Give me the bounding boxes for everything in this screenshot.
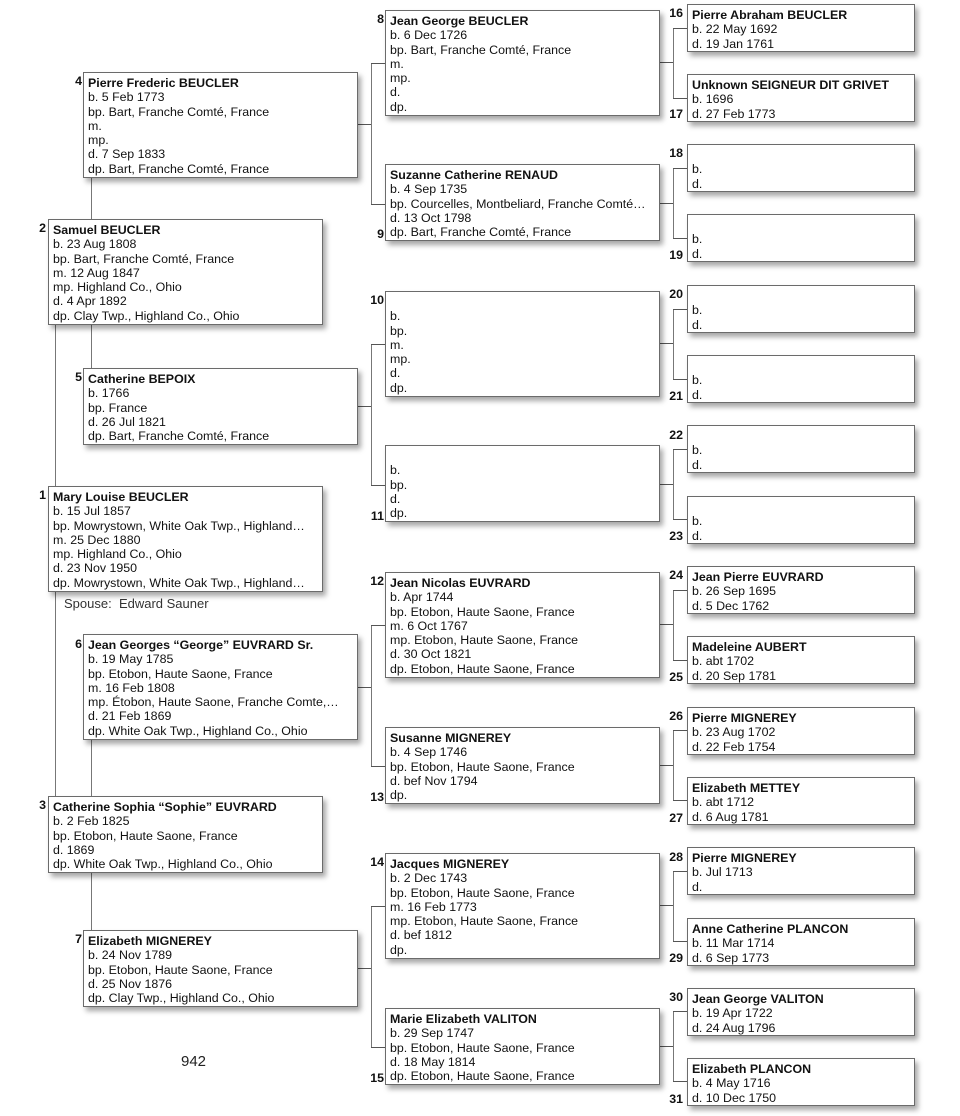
- person-fact: d.: [692, 457, 703, 472]
- person-fact: b.: [692, 303, 703, 318]
- person-fact: dp. Etobon, Haute Saone, France: [390, 1069, 575, 1084]
- person-box-15[interactable]: [385, 1008, 660, 1085]
- person-fact: bp. Etobon, Haute Saone, France: [390, 759, 575, 774]
- person-fact: dp.: [390, 942, 408, 957]
- person-fact: dp. Clay Twp., Highland Co., Ohio: [88, 991, 275, 1006]
- person-name: Madeleine AUBERT: [692, 640, 807, 654]
- person-name: Samuel BEUCLER: [53, 223, 161, 237]
- person-fact: d. 18 May 1814: [390, 1054, 476, 1069]
- person-fact: m. 16 Feb 1808: [88, 680, 175, 695]
- person-fact: dp. White Oak Twp., Highland Co., Ohio: [88, 723, 308, 738]
- person-fact: d.: [390, 491, 401, 506]
- person-box-5[interactable]: [83, 368, 358, 445]
- ahnentafel-number: 26: [669, 709, 683, 723]
- person-fact: d.: [692, 246, 703, 261]
- ahnentafel-number: 1: [39, 488, 46, 502]
- person-box-11[interactable]: [385, 445, 660, 522]
- person-name: Pierre MIGNEREY: [692, 851, 797, 865]
- person-fact: d. 1869: [53, 842, 95, 857]
- person-fact: m. 6 Oct 1767: [390, 618, 468, 633]
- person-fact: m. 16 Feb 1773: [390, 899, 477, 914]
- person-box-6[interactable]: [83, 634, 358, 740]
- person-fact: bp. Bart, Franche Comté, France: [390, 42, 572, 57]
- person-box-4[interactable]: [83, 72, 358, 178]
- person-name: [692, 500, 910, 514]
- person-fact: b. 4 May 1716: [692, 1076, 771, 1091]
- person-fact: b. 1696: [692, 92, 734, 107]
- person-fact: d. 5 Dec 1762: [692, 598, 770, 613]
- person-fact: bp. Courcelles, Montbeliard, Franche Comté…: [390, 196, 646, 211]
- connector: [55, 325, 56, 487]
- person-fact: b. 22 May 1692: [692, 22, 778, 37]
- ahnentafel-number: 12: [370, 574, 384, 588]
- person-fact: bp.: [390, 323, 408, 338]
- person-fact: b. 24 Nov 1789: [88, 948, 173, 963]
- ahnentafel-number: 22: [669, 428, 683, 442]
- page-number: 942: [181, 1053, 207, 1070]
- connector: [371, 344, 372, 485]
- ahnentafel-number: 3: [39, 798, 46, 812]
- connector: [371, 625, 385, 626]
- person-box-2[interactable]: [48, 219, 323, 325]
- person-fact: dp. Clay Twp., Highland Co., Ohio: [53, 308, 240, 323]
- person-name: Jacques MIGNEREY: [390, 857, 510, 871]
- person-box-17[interactable]: [687, 74, 915, 122]
- person-fact: bp. Etobon, Haute Saone, France: [88, 666, 273, 681]
- person-box-26[interactable]: [687, 707, 915, 755]
- person-fact: b. 29 Sep 1747: [390, 1026, 475, 1041]
- ahnentafel-number: 2: [39, 221, 46, 235]
- person-name: Jean Georges “George” EUVRARD Sr.: [88, 638, 314, 652]
- connector: [673, 590, 687, 591]
- connector: [673, 1011, 674, 1081]
- ahnentafel-number: 21: [669, 389, 683, 403]
- ahnentafel-number: 14: [370, 855, 384, 869]
- person-fact: m.: [390, 337, 404, 352]
- connector: [660, 203, 673, 204]
- person-box-12[interactable]: [385, 572, 660, 678]
- person-fact: b.: [692, 443, 703, 458]
- person-fact: b. abt 1702: [692, 654, 755, 669]
- person-box-24[interactable]: [687, 566, 915, 614]
- person-name: Jean George VALITON: [692, 992, 824, 1006]
- person-fact: bp. Etobon, Haute Saone, France: [53, 828, 238, 843]
- spouse-label: Spouse:: [64, 596, 112, 611]
- person-fact: dp.: [390, 788, 408, 803]
- connector: [673, 238, 687, 239]
- connector: [673, 1011, 687, 1012]
- person-fact: d. bef Nov 1794: [390, 773, 478, 788]
- person-fact: bp. Mowrystown, White Oak Twp., Highland…: [53, 518, 305, 533]
- person-name: [692, 218, 910, 232]
- person-fact: b.: [390, 463, 401, 478]
- person-fact: d. 7 Sep 1833: [88, 147, 166, 162]
- connector: [673, 98, 687, 99]
- person-fact: bp. Etobon, Haute Saone, France: [390, 885, 575, 900]
- person-name: Pierre MIGNEREY: [692, 711, 797, 725]
- person-name: Catherine Sophia “Sophie” EUVRARD: [53, 800, 277, 814]
- person-fact: dp.: [390, 380, 408, 395]
- person-fact: b.: [390, 309, 401, 324]
- connector: [371, 204, 385, 205]
- ahnentafel-number: 16: [669, 6, 683, 20]
- person-box-10[interactable]: [385, 291, 660, 397]
- ahnentafel-number: 27: [669, 811, 683, 825]
- ahnentafel-number: 7: [75, 932, 82, 946]
- person-name: Elizabeth MIGNEREY: [88, 934, 212, 948]
- person-fact: d. bef 1812: [390, 928, 453, 943]
- connector: [358, 406, 371, 407]
- person-fact: d. 13 Oct 1798: [390, 210, 472, 225]
- person-fact: b. Jul 1713: [692, 865, 753, 880]
- person-fact: dp. Bart, Franche Comté, France: [88, 161, 270, 176]
- person-fact: b. 1766: [88, 386, 130, 401]
- connector: [55, 592, 56, 797]
- person-box-14[interactable]: [385, 853, 660, 959]
- person-box-30[interactable]: [687, 988, 915, 1036]
- person-fact: d. 6 Aug 1781: [692, 809, 769, 824]
- connector: [371, 906, 372, 1047]
- connector: [371, 625, 372, 766]
- person-fact: mp.: [390, 352, 411, 367]
- person-fact: d. 6 Sep 1773: [692, 950, 770, 965]
- person-fact: m. 25 Dec 1880: [53, 532, 141, 547]
- person-fact: d.: [692, 176, 703, 191]
- person-fact: b.: [692, 514, 703, 529]
- person-name: [390, 449, 655, 463]
- person-fact: d. 4 Apr 1892: [53, 294, 127, 309]
- person-fact: mp. Etobon, Haute Saone, France: [390, 633, 579, 648]
- person-box-27[interactable]: [687, 777, 915, 825]
- person-fact: b. 4 Sep 1735: [390, 182, 468, 197]
- person-name: [390, 295, 655, 309]
- spouse-name: Edward Sauner: [118, 596, 209, 611]
- person-box-1[interactable]: [48, 486, 323, 592]
- person-fact: d. 23 Nov 1950: [53, 561, 138, 576]
- person-fact: m.: [390, 56, 404, 71]
- person-fact: dp. Mowrystown, White Oak Twp., Highland…: [53, 575, 305, 590]
- person-name: [692, 359, 910, 373]
- connector: [371, 344, 385, 345]
- connector: [673, 730, 687, 731]
- connector: [673, 871, 687, 872]
- ahnentafel-number: 4: [75, 74, 82, 88]
- connector: [371, 63, 385, 64]
- connector: [673, 449, 687, 450]
- person-fact: d. 30 Oct 1821: [390, 647, 472, 662]
- person-name: Catherine BEPOIX: [88, 372, 196, 386]
- person-fact: d. 19 Jan 1761: [692, 36, 774, 51]
- connector: [371, 906, 385, 907]
- person-fact: d. 20 Sep 1781: [692, 668, 777, 683]
- connector: [371, 766, 385, 767]
- person-name: Anne Catherine PLANCON: [692, 922, 849, 936]
- person-fact: dp. Bart, Franche Comté, France: [390, 225, 572, 240]
- person-fact: b. 4 Sep 1746: [390, 745, 468, 760]
- person-fact: d. 10 Dec 1750: [692, 1090, 777, 1105]
- person-fact: b.: [692, 373, 703, 388]
- connector: [660, 1046, 673, 1047]
- person-box-25[interactable]: [687, 636, 915, 684]
- connector: [673, 168, 687, 169]
- connector: [673, 309, 674, 379]
- ahnentafel-number: 23: [669, 529, 683, 543]
- person-name: Elizabeth METTEY: [692, 781, 801, 795]
- person-name: Suzanne Catherine RENAUD: [390, 168, 558, 182]
- ahnentafel-number: 13: [370, 790, 384, 804]
- connector: [673, 449, 674, 519]
- person-fact: bp. France: [88, 400, 148, 415]
- person-fact: mp. Etobon, Haute Saone, France: [390, 914, 579, 929]
- connector: [673, 660, 687, 661]
- person-name: Susanne MIGNEREY: [390, 731, 512, 745]
- ahnentafel-number: 25: [669, 670, 683, 684]
- person-name: Elizabeth PLANCON: [692, 1062, 812, 1076]
- connector: [673, 309, 687, 310]
- person-name: Pierre Frederic BEUCLER: [88, 76, 239, 90]
- person-fact: b.: [692, 232, 703, 247]
- connector: [673, 1081, 687, 1082]
- ahnentafel-number: 9: [377, 227, 384, 241]
- connector: [673, 519, 687, 520]
- person-fact: d. 25 Nov 1876: [88, 976, 173, 991]
- ahnentafel-number: 24: [669, 568, 683, 582]
- ahnentafel-number: 5: [75, 370, 82, 384]
- person-fact: d.: [390, 366, 401, 381]
- person-name: Jean Nicolas EUVRARD: [390, 576, 531, 590]
- person-fact: b. 26 Sep 1695: [692, 584, 777, 599]
- person-fact: dp.: [390, 99, 408, 114]
- ahnentafel-number: 28: [669, 850, 683, 864]
- person-fact: d. 22 Feb 1754: [692, 739, 776, 754]
- ahnentafel-number: 31: [669, 1092, 683, 1106]
- person-fact: b. 23 Aug 1808: [53, 237, 137, 252]
- person-box-23[interactable]: [687, 496, 915, 544]
- person-fact: bp. Etobon, Haute Saone, France: [390, 604, 575, 619]
- person-name: [692, 148, 910, 162]
- connector: [673, 800, 687, 801]
- person-fact: dp. White Oak Twp., Highland Co., Ohio: [53, 857, 273, 872]
- connector: [660, 905, 673, 906]
- person-box-22[interactable]: [687, 425, 915, 473]
- connector: [673, 941, 687, 942]
- person-fact: bp. Bart, Franche Comté, France: [88, 104, 270, 119]
- person-fact: d.: [692, 528, 703, 543]
- person-fact: d.: [692, 317, 703, 332]
- person-box-21[interactable]: [687, 355, 915, 403]
- connector: [660, 484, 673, 485]
- person-fact: b. 19 Apr 1722: [692, 1006, 773, 1021]
- person-box-31[interactable]: [687, 1058, 915, 1106]
- person-box-8[interactable]: [385, 10, 660, 116]
- person-box-13[interactable]: [385, 727, 660, 804]
- ahnentafel-number: 20: [669, 287, 683, 301]
- connector: [660, 765, 673, 766]
- person-name: Mary Louise BEUCLER: [53, 490, 189, 504]
- person-fact: d. 26 Jul 1821: [88, 414, 166, 429]
- connector: [673, 871, 674, 941]
- person-fact: b. 2 Feb 1825: [53, 814, 130, 829]
- person-fact: b. 19 May 1785: [88, 652, 174, 667]
- spouse-line: [64, 596, 209, 611]
- person-fact: m.: [88, 118, 102, 133]
- connector: [660, 624, 673, 625]
- person-fact: dp.: [390, 506, 408, 521]
- person-fact: b. 15 Jul 1857: [53, 504, 131, 519]
- person-box-20[interactable]: [687, 285, 915, 333]
- connector: [358, 968, 371, 969]
- person-fact: b. abt 1712: [692, 795, 755, 810]
- person-box-19[interactable]: [687, 214, 915, 262]
- person-fact: bp. Etobon, Haute Saone, France: [390, 1040, 575, 1055]
- person-fact: mp.: [88, 133, 109, 148]
- connector: [673, 590, 674, 660]
- person-name: [692, 429, 910, 443]
- ahnentafel-number: 29: [669, 951, 683, 965]
- person-fact: bp. Etobon, Haute Saone, France: [88, 962, 273, 977]
- connector: [660, 343, 673, 344]
- person-name: Pierre Abraham BEUCLER: [692, 8, 848, 22]
- person-fact: d.: [692, 387, 703, 402]
- connector: [660, 62, 673, 63]
- connector: [358, 124, 371, 125]
- connector: [673, 379, 687, 380]
- person-name: Marie Elizabeth VALITON: [390, 1012, 537, 1026]
- person-fact: dp. Bart, Franche Comté, France: [88, 429, 270, 444]
- person-fact: b. 6 Dec 1726: [390, 28, 468, 43]
- person-name: [692, 289, 910, 303]
- connector: [673, 168, 674, 238]
- person-box-16[interactable]: [687, 4, 915, 52]
- person-fact: d.: [390, 85, 401, 100]
- person-fact: b.: [692, 162, 703, 177]
- person-fact: bp. Bart, Franche Comté, France: [53, 251, 235, 266]
- connector: [371, 485, 385, 486]
- connector: [371, 1047, 385, 1048]
- ahnentafel-number: 8: [377, 12, 384, 26]
- person-box-3[interactable]: [48, 796, 323, 873]
- person-box-28[interactable]: [687, 847, 915, 895]
- person-fact: d.: [692, 879, 703, 894]
- person-fact: b. 11 Mar 1714: [692, 936, 775, 951]
- ahnentafel-number: 19: [669, 248, 683, 262]
- connector: [358, 687, 371, 688]
- ahnentafel-number: 15: [370, 1071, 384, 1085]
- connector: [371, 63, 372, 204]
- ahnentafel-number: 17: [669, 107, 683, 121]
- person-fact: d. 24 Aug 1796: [692, 1020, 776, 1035]
- person-fact: mp. Étobon, Haute Saone, Franche Comte,…: [88, 695, 339, 710]
- ahnentafel-number: 11: [370, 509, 384, 523]
- person-fact: d. 27 Feb 1773: [692, 106, 776, 121]
- ahnentafel-number: 18: [669, 146, 683, 160]
- person-box-29[interactable]: [687, 918, 915, 966]
- person-fact: b. 2 Dec 1743: [390, 871, 468, 886]
- person-box-9[interactable]: [385, 164, 660, 241]
- person-name: Unknown SEIGNEUR DIT GRIVET: [692, 78, 889, 92]
- connector: [673, 28, 674, 98]
- connector: [673, 730, 674, 800]
- person-name: Jean George BEUCLER: [390, 14, 529, 28]
- connector: [673, 28, 687, 29]
- person-fact: b. Apr 1744: [390, 590, 454, 605]
- person-fact: m. 12 Aug 1847: [53, 265, 140, 280]
- person-fact: mp. Highland Co., Ohio: [53, 280, 182, 295]
- person-box-7[interactable]: [83, 930, 358, 1007]
- person-name: Jean Pierre EUVRARD: [692, 570, 824, 584]
- ahnentafel-number: 30: [669, 990, 683, 1004]
- ahnentafel-number: 6: [75, 637, 82, 651]
- person-fact: d. 21 Feb 1869: [88, 709, 172, 724]
- person-fact: b. 23 Aug 1702: [692, 725, 776, 740]
- person-fact: dp. Etobon, Haute Saone, France: [390, 661, 575, 676]
- ahnentafel-number: 10: [370, 293, 384, 307]
- person-fact: b. 5 Feb 1773: [88, 90, 165, 105]
- person-fact: mp. Highland Co., Ohio: [53, 547, 182, 562]
- person-fact: mp.: [390, 71, 411, 86]
- person-box-18[interactable]: [687, 144, 915, 192]
- person-fact: bp.: [390, 477, 408, 492]
